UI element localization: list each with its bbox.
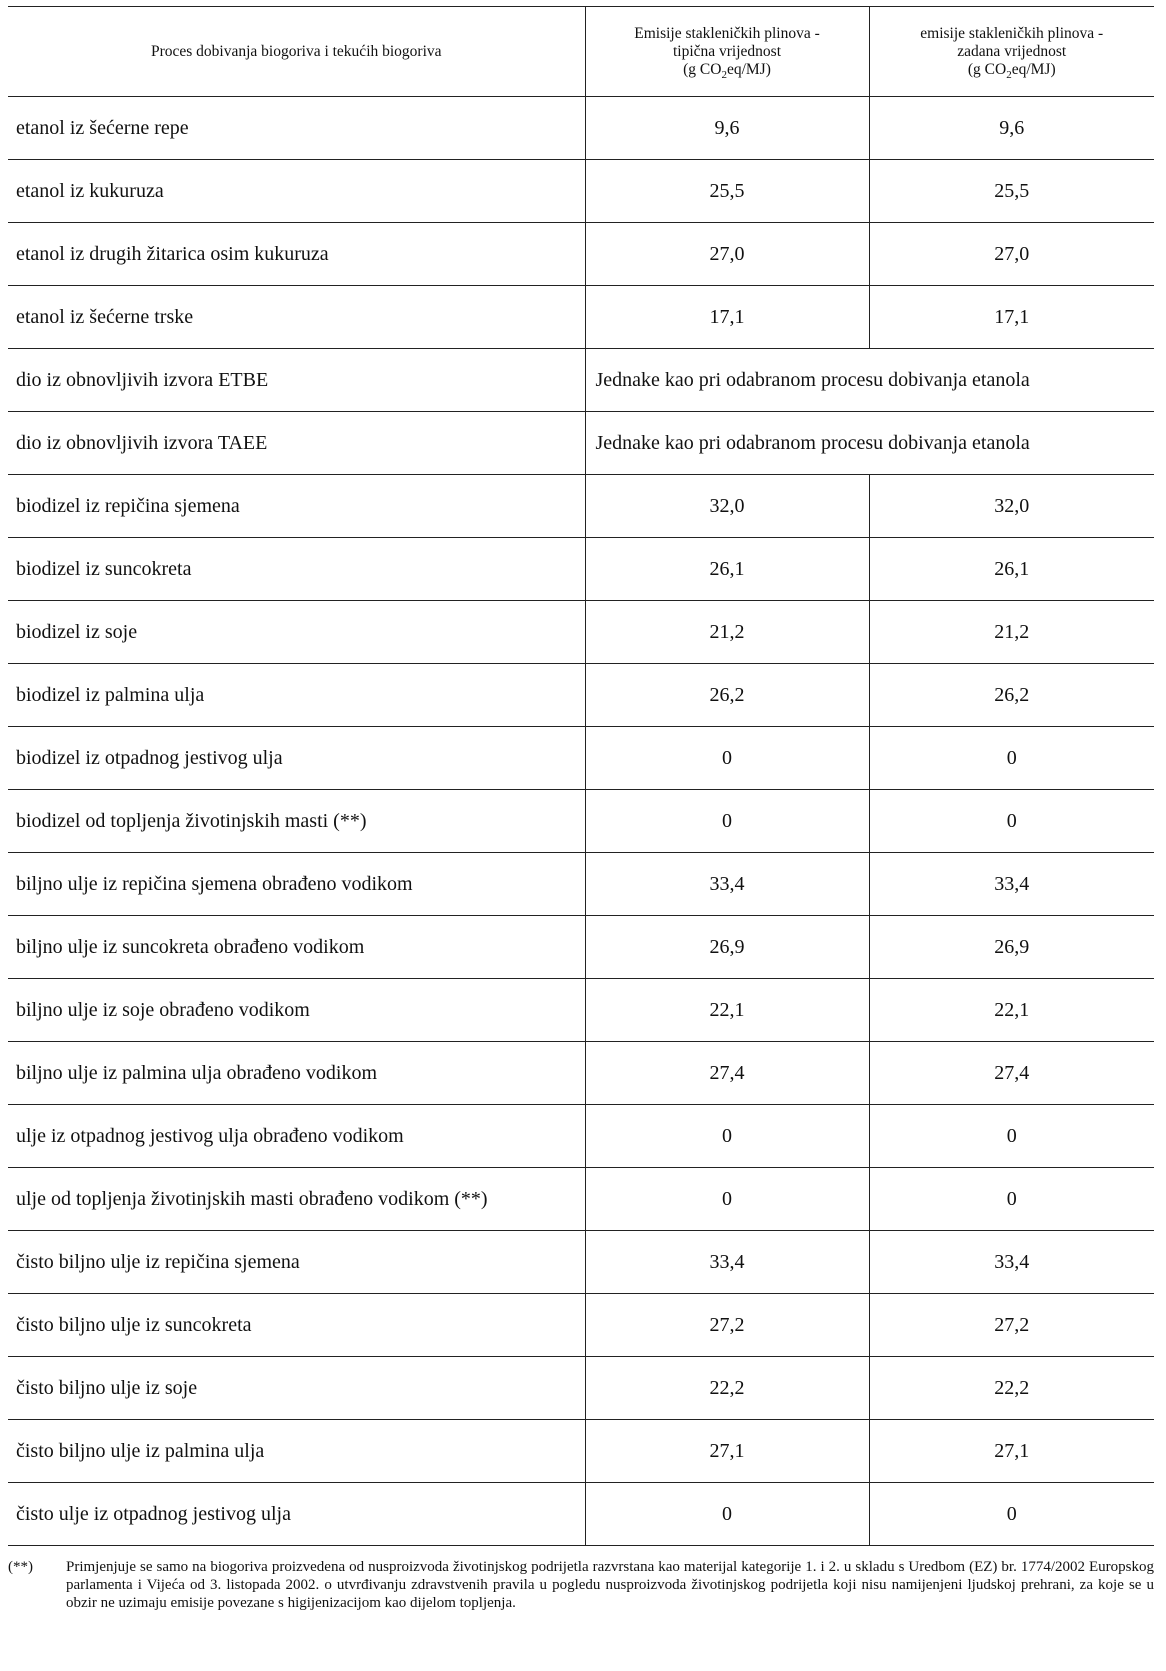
merged-value-cell: Jednake kao pri odabranom procesu dobivanja etanola (585, 412, 1154, 475)
typical-value-cell: 9,6 (585, 97, 869, 160)
process-cell: čisto biljno ulje iz suncokreta (8, 1294, 585, 1357)
process-cell: etanol iz šećerne repe (8, 97, 585, 160)
typical-value-cell: 27,0 (585, 223, 869, 286)
table-row (8, 727, 1154, 790)
process-cell: biodizel iz soje (8, 601, 585, 664)
default-value-cell: 0 (869, 790, 1154, 853)
process-cell: biodizel iz repičina sjemena (8, 475, 585, 538)
table-row (8, 853, 1154, 916)
header-typical-line2: tipična vrijednost (672, 42, 782, 60)
typical-value-cell: 0 (585, 727, 869, 790)
process-cell: biljno ulje iz palmina ulja obrađeno vodikom (8, 1042, 585, 1105)
typical-value-cell: 27,1 (585, 1420, 869, 1483)
typical-value-cell: 22,2 (585, 1357, 869, 1420)
emissions-table (8, 6, 1154, 1546)
default-value-cell: 0 (869, 727, 1154, 790)
table-row (8, 286, 1154, 349)
default-value-cell: 26,9 (869, 916, 1154, 979)
table-row (8, 349, 1154, 412)
header-typical (585, 7, 869, 97)
default-value-cell: 0 (869, 1105, 1154, 1168)
process-cell: ulje iz otpadnog jestivog ulja obrađeno vodikom (8, 1105, 585, 1168)
default-value-cell: 26,2 (869, 664, 1154, 727)
footnote-mark: (**) (8, 1559, 33, 1575)
typical-value-cell: 27,4 (585, 1042, 869, 1105)
default-value-cell: 0 (869, 1168, 1154, 1231)
process-cell: biljno ulje iz repičina sjemena obrađeno vodikom (8, 853, 585, 916)
table-row (8, 1042, 1154, 1105)
default-value-cell: 21,2 (869, 601, 1154, 664)
table-row (8, 97, 1154, 160)
process-cell: ulje od topljenja životinjskih masti obrađeno vodikom (**) (8, 1168, 585, 1231)
process-cell: čisto biljno ulje iz palmina ulja (8, 1420, 585, 1483)
process-cell: biljno ulje iz suncokreta obrađeno vodikom (8, 916, 585, 979)
header-default-line1: emisije stakleničkih plinova - (920, 24, 1104, 42)
typical-value-cell: 22,1 (585, 979, 869, 1042)
default-value-cell: 33,4 (869, 1231, 1154, 1294)
process-cell: biljno ulje iz soje obrađeno vodikom (8, 979, 585, 1042)
default-value-cell: 25,5 (869, 160, 1154, 223)
typical-value-cell: 33,4 (585, 1231, 869, 1294)
process-cell: dio iz obnovljivih izvora TAEE (8, 412, 585, 475)
table-row (8, 475, 1154, 538)
default-value-cell: 17,1 (869, 286, 1154, 349)
table-row (8, 223, 1154, 286)
header-typical-unit: (g $CO_2eq/MJ$) (683, 60, 771, 81)
typical-value-cell: 27,2 (585, 1294, 869, 1357)
typical-value-cell: 26,1 (585, 538, 869, 601)
default-value-cell: 27,0 (869, 223, 1154, 286)
process-cell: čisto biljno ulje iz soje (8, 1357, 585, 1420)
typical-value-cell: 21,2 (585, 601, 869, 664)
process-cell: biodizel iz suncokreta (8, 538, 585, 601)
process-cell: biodizel od topljenja životinjskih masti (**) (8, 790, 585, 853)
process-cell: etanol iz šećerne trske (8, 286, 585, 349)
table-row (8, 790, 1154, 853)
typical-value-cell: 25,5 (585, 160, 869, 223)
typical-value-cell: 17,1 (585, 286, 869, 349)
default-value-cell: 0 (869, 1483, 1154, 1546)
table-row (8, 664, 1154, 727)
default-value-cell: 26,1 (869, 538, 1154, 601)
table-row (8, 1483, 1154, 1546)
table-row (8, 1105, 1154, 1168)
table-row (8, 979, 1154, 1042)
default-value-cell: 22,1 (869, 979, 1154, 1042)
header-process: Proces dobivanja biogoriva i tekućih biogoriva (8, 7, 585, 97)
table-row (8, 538, 1154, 601)
default-value-cell: 22,2 (869, 1357, 1154, 1420)
typical-value-cell: 32,0 (585, 475, 869, 538)
default-value-cell: 9,6 (869, 97, 1154, 160)
table-row (8, 1168, 1154, 1231)
table-row (8, 1420, 1154, 1483)
typical-value-cell: 0 (585, 1483, 869, 1546)
table-row (8, 1357, 1154, 1420)
header-default-line2: zadana vrijednost (957, 42, 1067, 60)
header-typical-line1: Emisije stakleničkih plinova - (634, 24, 820, 42)
typical-value-cell: 26,9 (585, 916, 869, 979)
header-default-unit: (g $CO_2eq/MJ$) (967, 60, 1056, 81)
process-cell: čisto biljno ulje iz repičina sjemena (8, 1231, 585, 1294)
process-cell: dio iz obnovljivih izvora ETBE (8, 349, 585, 412)
table-row (8, 601, 1154, 664)
default-value-cell: 27,4 (869, 1042, 1154, 1105)
typical-value-cell: 26,2 (585, 664, 869, 727)
typical-value-cell: 0 (585, 1105, 869, 1168)
table-header-row (8, 7, 1154, 97)
typical-value-cell: 0 (585, 1168, 869, 1231)
merged-value-cell: Jednake kao pri odabranom procesu dobivanja etanola (585, 349, 1154, 412)
table-row (8, 1294, 1154, 1357)
table-row (8, 1231, 1154, 1294)
process-cell: etanol iz drugih žitarica osim kukuruza (8, 223, 585, 286)
footnote (8, 1558, 1154, 1612)
typical-value-cell: 33,4 (585, 853, 869, 916)
process-cell: biodizel iz otpadnog jestivog ulja (8, 727, 585, 790)
default-value-cell: 27,2 (869, 1294, 1154, 1357)
default-value-cell: 32,0 (869, 475, 1154, 538)
default-value-cell: 33,4 (869, 853, 1154, 916)
table-row (8, 412, 1154, 475)
footnote-text: Primjenjuje se samo na biogoriva proizvedena od nusproizvoda životinjskog podrijetla razvrstana kao materijal kategorije 1. i 2. u skladu s Uredbom (EZ) br. 1774/2002 Europskog parlamenta i Vijeća od 3. listopada 2002. o utvrđivanju zdravstvenih pravila u pogledu nusproizvoda životinjskog podrijetla koji nisu namijenjeni ljudskoj prehrani, za koje se u obzir ne uzimaju emisije povezane s higijenizacijom kao dijelom topljenja. (66, 1559, 1154, 1611)
table-row (8, 160, 1154, 223)
process-cell: biodizel iz palmina ulja (8, 664, 585, 727)
default-value-cell: 27,1 (869, 1420, 1154, 1483)
header-default (869, 7, 1154, 97)
typical-value-cell: 0 (585, 790, 869, 853)
process-cell: čisto ulje iz otpadnog jestivog ulja (8, 1483, 585, 1546)
process-cell: etanol iz kukuruza (8, 160, 585, 223)
table-row (8, 916, 1154, 979)
